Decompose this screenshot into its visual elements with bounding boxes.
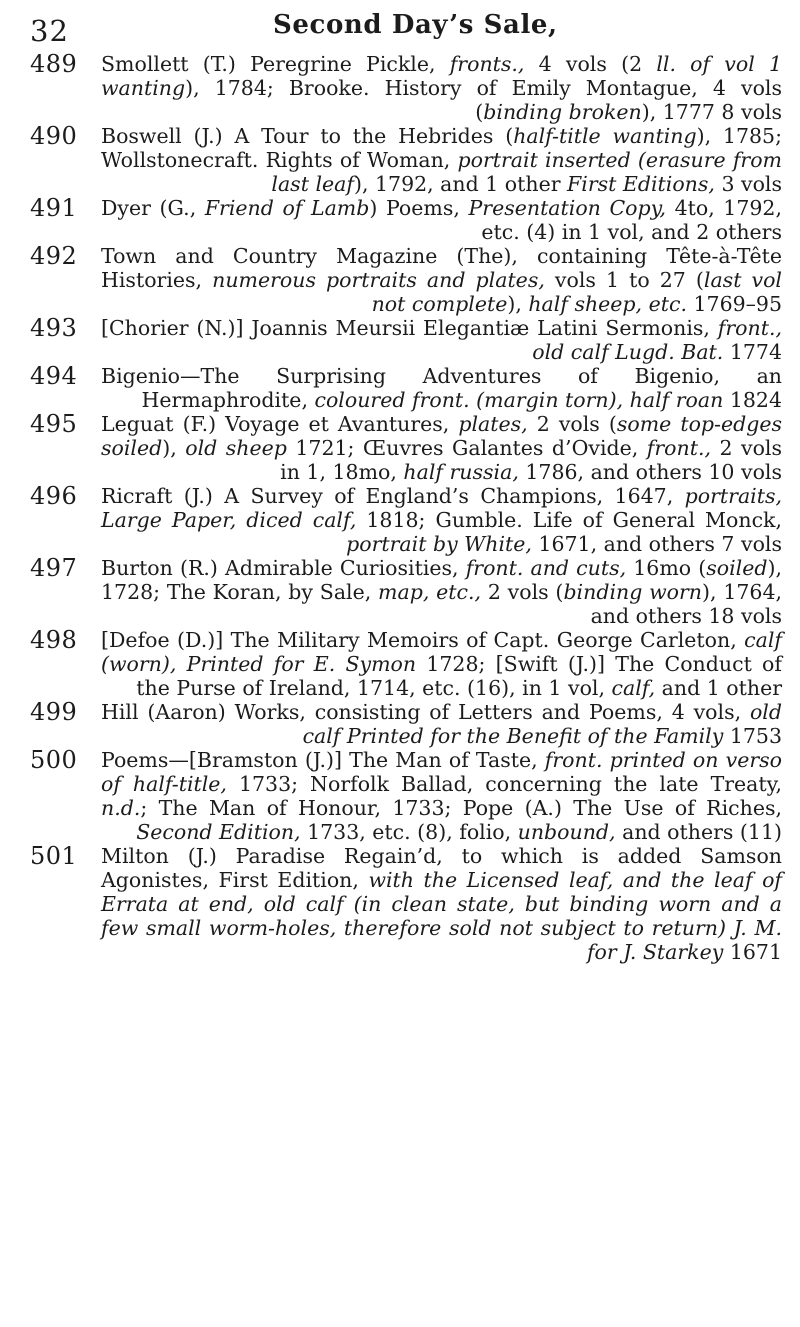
lot-text-italic: ll. of vol 1 wanting: [101, 52, 782, 100]
lot-text-italic: fronts.,: [449, 52, 525, 76]
lot-text-roman: 16mo (: [626, 556, 707, 580]
lot-number: 492: [30, 242, 78, 270]
catalogue-lot: [0, 844, 800, 964]
lot-text-italic: n.d.: [101, 796, 141, 820]
lot-number: 493: [30, 314, 78, 342]
lot-text-italic: portraits, Large Paper, diced calf,: [101, 484, 782, 532]
lot-text-roman: 2 vols in 1, 18mo,: [280, 436, 783, 484]
lot-text-roman: Boswell (J.) A Tour to the Hebrides (: [101, 124, 514, 148]
lot-text-roman: vols 1 to 27 (: [544, 268, 704, 292]
lot-text-roman: ), 1784; Brooke. History of Emily Montague, 4 vols (: [185, 76, 782, 124]
lot-text-roman: ),: [507, 292, 529, 316]
lot-text-italic: front., old calf Lugd. Bat.: [532, 316, 782, 364]
lot-list: [0, 52, 800, 964]
lot-text-roman: 1671: [723, 940, 782, 964]
lot-number: 491: [30, 194, 78, 222]
lot-text-roman: Milton (J.) Paradise Regain’d, to which is added Samson Agonistes, First Edition,: [101, 844, 782, 892]
lot-text-roman: 1774: [723, 340, 782, 364]
lot-text-italic: coloured front. (margin torn), half roan: [314, 388, 724, 412]
lot-text-roman: 3 vols: [714, 172, 782, 196]
lot-text-italic: front. printed on verso of half-title,: [101, 748, 782, 796]
lot-text-roman: ; The Man of Honour, 1733; Pope (A.) The Use of Riches,: [140, 796, 782, 820]
lot-text-italic: last vol not complete: [371, 268, 782, 316]
catalogue-lot: [0, 52, 800, 124]
lot-text-roman: 1733, etc. (8), folio,: [300, 820, 518, 844]
lot-description: [101, 196, 782, 244]
lot-text-roman: Smollett (T.) Peregrine Pickle,: [101, 52, 450, 76]
lot-text-roman: 1824: [723, 388, 782, 412]
lot-text-italic: half-title wanting: [513, 124, 697, 148]
lot-text-italic: old calf Printed for the Benefit of the Family: [302, 700, 782, 748]
lot-text-roman: 4 vols (2: [524, 52, 657, 76]
lot-text-roman: ), 1777 8 vols: [641, 100, 782, 124]
lot-text-italic: portrait by White,: [346, 532, 532, 556]
lot-text-italic: calf,: [611, 676, 656, 700]
lot-number: 494: [30, 362, 78, 390]
lot-text-roman: Town and Country Magazine (The), containing Tête-à-Tête Histories,: [101, 244, 782, 292]
lot-number: 499: [30, 698, 78, 726]
lot-text-roman: ), 1728; The Koran, by Sale,: [101, 556, 783, 604]
lot-text-italic: binding worn: [563, 580, 703, 604]
catalogue-lot: [0, 196, 800, 244]
lot-text-roman: Leguat (F.) Voyage et Avantures,: [101, 412, 459, 436]
lot-text-italic: numerous portraits and plates,: [212, 268, 545, 292]
lot-text-italic: front.,: [646, 436, 711, 460]
catalogue-lot: [0, 316, 800, 364]
lot-text-italic: half sheep, etc.: [528, 292, 687, 316]
lot-description: [101, 844, 782, 964]
lot-text-roman: Burton (R.) Admirable Curiosities,: [101, 556, 466, 580]
lot-description: [101, 628, 782, 700]
lot-text-italic: half russia,: [403, 460, 519, 484]
lot-number: 497: [30, 554, 78, 582]
lot-description: [101, 484, 782, 556]
catalogue-lot: [0, 628, 800, 700]
catalogue-lot: [0, 412, 800, 484]
lot-number: 490: [30, 122, 78, 150]
lot-text-roman: Ricraft (J.) A Survey of England’s Champions, 1647,: [101, 484, 685, 508]
lot-number: 498: [30, 626, 78, 654]
lot-text-italic: Second Edition,: [136, 820, 301, 844]
lot-text-roman: 2 vols (: [527, 412, 617, 436]
lot-text-italic: unbound,: [517, 820, 616, 844]
lot-text-roman: and others (11): [615, 820, 782, 844]
lot-text-roman: 1721; Œuvres Galantes d’Ovide,: [286, 436, 647, 460]
lot-text-roman: ),: [162, 436, 186, 460]
lot-number: 495: [30, 410, 78, 438]
lot-text-roman: [Chorier (N.)] Joannis Meursii Elegantiæ Latini Sermonis,: [101, 316, 718, 340]
lot-text-roman: Poems—[Bramston (J.)] The Man of Taste,: [101, 748, 545, 772]
lot-text-roman: 2 vols (: [481, 580, 564, 604]
lot-description: [101, 244, 782, 316]
lot-text-italic: calf (worn), Printed for E. Symon: [101, 628, 782, 676]
catalogue-lot: [0, 244, 800, 316]
lot-text-italic: Friend of Lamb: [204, 196, 370, 220]
lot-description: [101, 124, 782, 196]
lot-text-roman: 1671, and others 7 vols: [531, 532, 782, 556]
lot-description: [101, 52, 782, 124]
lot-text-italic: some top-edges soiled: [101, 412, 782, 460]
lot-number: 489: [30, 50, 78, 78]
lot-text-roman: [Defoe (D.)] The Military Memoirs of Capt. George Carleton,: [101, 628, 745, 652]
lot-text-roman: 1786, and others 10 vols: [518, 460, 782, 484]
lot-number: 501: [30, 842, 78, 870]
lot-description: [101, 412, 782, 484]
catalogue-lot: [0, 748, 800, 844]
lot-text-roman: Hill (Aaron) Works, consisting of Letters and Poems, 4 vols,: [101, 700, 750, 724]
lot-text-roman: ) Poems,: [369, 196, 469, 220]
catalogue-lot: [0, 364, 800, 412]
page-header: [0, 0, 800, 50]
lot-text-italic: binding broken: [483, 100, 642, 124]
lot-description: [101, 556, 782, 628]
page-number: 32: [30, 14, 69, 48]
lot-text-roman: Bigenio—The Surprising Adventures of Bigenio, an Hermaphrodite,: [101, 364, 782, 412]
running-title: Second Day’s Sale,: [273, 10, 558, 40]
lot-text-italic: Presentation Copy,: [468, 196, 666, 220]
lot-text-roman: 1769–95: [686, 292, 782, 316]
lot-text-italic: with the Licensed leaf, and the leaf of Errata at end, old calf (in clean state, but binding worn and a few small worm-holes, therefore sold not subject to return) J. M. for J. Starkey: [101, 868, 783, 964]
lot-text-roman: and 1 other: [655, 676, 782, 700]
lot-text-roman: 4to, 1792, etc. (4) in 1 vol, and 2 others: [481, 196, 782, 244]
catalogue-lot: [0, 124, 800, 196]
lot-text-roman: ), 1792, and 1 other: [353, 172, 568, 196]
lot-number: 500: [30, 746, 78, 774]
lot-text-roman: ), 1764, and others 18 vols: [590, 580, 783, 628]
lot-number: 496: [30, 482, 78, 510]
lot-text-roman: Dyer (G.,: [101, 196, 205, 220]
lot-text-italic: plates,: [458, 412, 528, 436]
lot-text-italic: soiled: [706, 556, 768, 580]
lot-text-italic: front. and cuts,: [465, 556, 627, 580]
lot-text-roman: 1733; Norfolk Ballad, concerning the late Treaty,: [226, 772, 783, 796]
catalogue-lot: [0, 700, 800, 748]
catalogue-lot: [0, 484, 800, 556]
lot-text-italic: old sheep: [185, 436, 287, 460]
catalogue-lot: [0, 556, 800, 628]
lot-text-italic: map, etc.,: [378, 580, 482, 604]
lot-description: [101, 316, 782, 364]
lot-text-roman: 1728; [Swift (J.)] The Conduct of the Purse of Ireland, 1714, etc. (16), in 1 vol,: [136, 652, 782, 700]
lot-text-roman: ), 1785; Wollstonecraft. Rights of Woman,: [101, 124, 782, 172]
lot-description: [101, 364, 782, 412]
lot-text-italic: First Editions,: [567, 172, 715, 196]
lot-description: [101, 700, 782, 748]
lot-description: [101, 748, 782, 844]
lot-text-roman: 1818; Gumble. Life of General Monck,: [356, 508, 782, 532]
lot-text-italic: portrait inserted (erasure from last leaf: [271, 148, 783, 196]
lot-text-roman: 1753: [723, 724, 782, 748]
